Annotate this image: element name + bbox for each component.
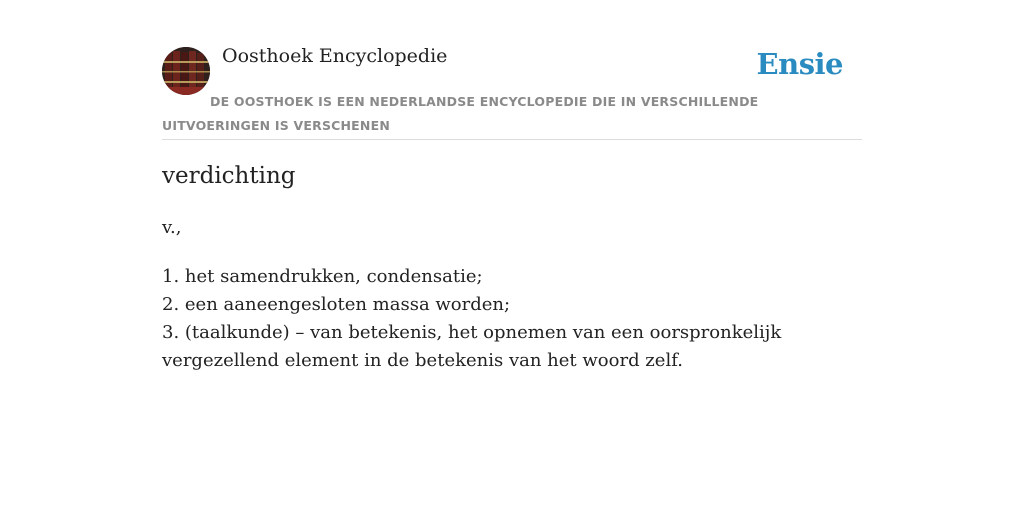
definition-item: 1. het samendrukken, condensatie; xyxy=(162,266,483,287)
definition-item: 3. (taalkunde) – van betekenis, het opnemen van een oorspronkelijk vergezellend element in de betekenis van het woord zelf. xyxy=(162,322,782,371)
definition-item: 2. een aaneengesloten massa worden; xyxy=(162,294,511,315)
ensie-logo[interactable]: Ensie xyxy=(756,47,843,81)
entry-definitions xyxy=(162,263,862,375)
entry-grammar: v., xyxy=(162,217,182,238)
header xyxy=(162,0,862,140)
entry-headword: verdichting xyxy=(162,163,296,189)
page-container xyxy=(162,0,862,371)
site-tagline: DE OOSTHOEK IS EEN NEDERLANDSE ENCYCLOPEDIE DIE IN VERSCHILLENDE UITVOERINGEN IS VERSCHENEN xyxy=(162,94,759,133)
encyclopedia-avatar-icon[interactable] xyxy=(162,47,210,95)
site-title[interactable]: Oosthoek Encyclopedie xyxy=(222,45,448,67)
